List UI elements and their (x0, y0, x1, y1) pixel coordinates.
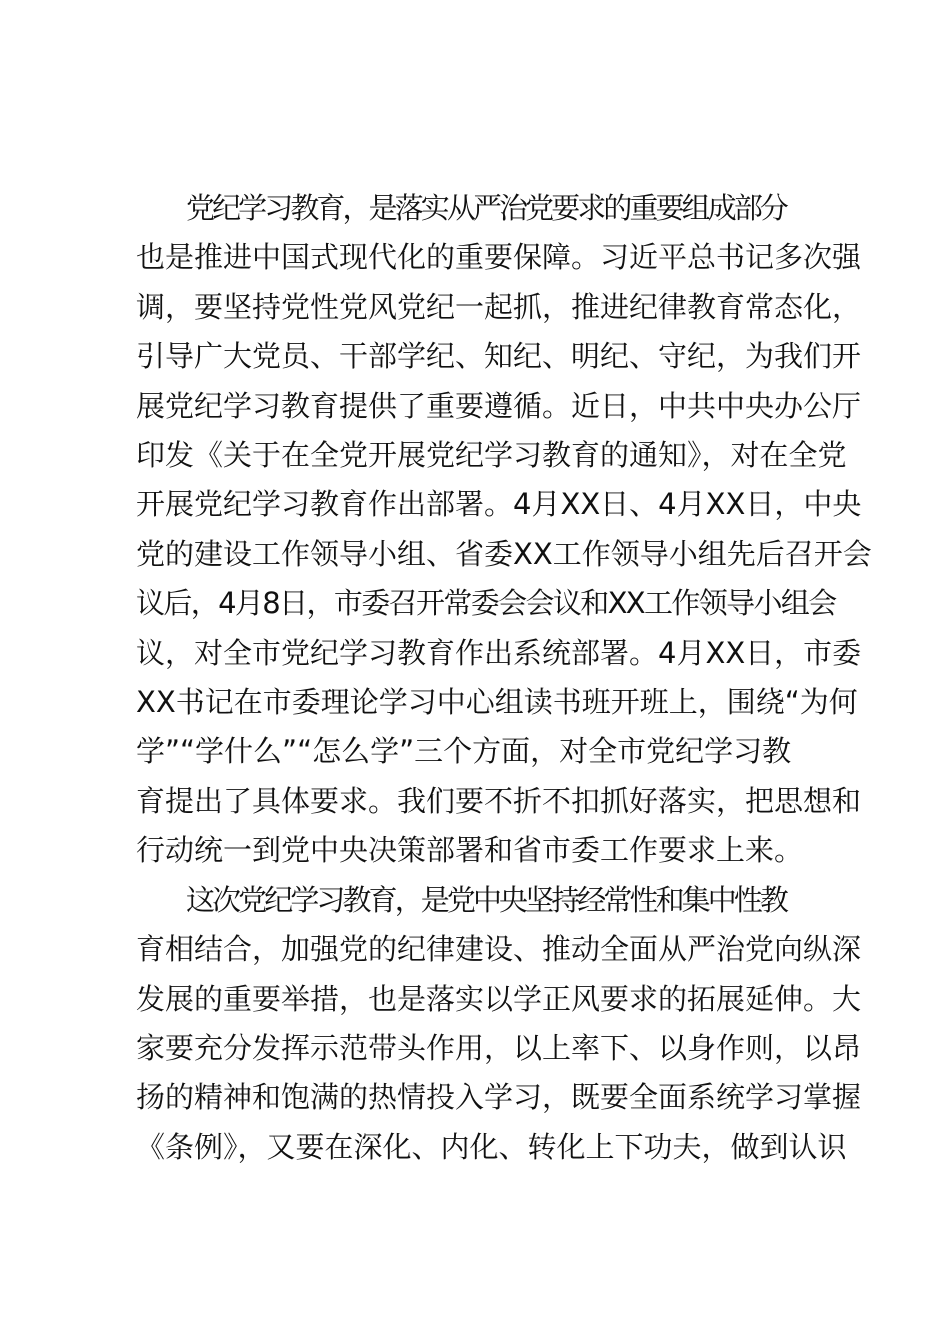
paragraph-1-line-3: 调，要坚持党性党风党纪一起抓，推进纪律教育常态化， (136, 289, 862, 324)
paragraph-1-line-13: 育提出了具体要求。我们要不折不扣抓好落实，把思想和 (136, 783, 862, 818)
paragraph-1-line-14: 行动统一到党中央决策部署和省市委工作要求上来。 (136, 833, 804, 868)
paragraph-2-line-6: 《条例》，又要在深化、内化、转化上下功夫，做到认识 (136, 1129, 847, 1164)
paragraph-1-line-8: 党的建设工作领导小组、省委XX工作领导小组先后召开会 (136, 536, 872, 571)
paragraph-1-line-7: 开展党纪学习教育作出部署。4月XX日、4月XX日，中央 (136, 487, 862, 522)
document-body (136, 184, 872, 1172)
paragraph-1-line-9: 议后，4月8日，市委召开常委会会议和XX工作领导小组会 (136, 586, 836, 621)
paragraph-2-line-3: 发展的重要举措，也是落实以学正风要求的拓展延伸。大 (136, 981, 862, 1016)
paragraph-2-line-1: 这次党纪学习教育，是党中央坚持经常性和集中性教 (186, 882, 787, 917)
paragraph-1-line-6: 印发《关于在全党开展党纪学习教育的通知》，对在全党 (136, 438, 847, 473)
paragraph-2-line-2: 育相结合，加强党的纪律建设、推动全面从严治党向纵深 (136, 932, 862, 967)
paragraph-1-line-11: XX书记在市委理论学习中心组读书班开班上，围绕“为何 (136, 685, 858, 720)
paragraph-1-line-5: 展党纪学习教育提供了重要遵循。近日，中共中央办公厅 (136, 388, 862, 423)
paragraph-1-line-1: 党纪学习教育，是落实从严治党要求的重要组成部分 (186, 191, 787, 225)
paragraph-1-line-4: 引导广大党员、干部学纪、知纪、明纪、守纪，为我们开 (136, 339, 862, 374)
paragraph-1-line-10: 议，对全市党纪学习教育作出系统部署。4月XX日，市委 (136, 635, 862, 670)
paragraph-1-line-12: 学”“学什么”“怎么学”三个方面，对全市党纪学习教 (136, 734, 792, 769)
paragraph-2-line-4: 家要充分发挥示范带头作用，以上率下、以身作则，以昂 (136, 1030, 862, 1065)
paragraph-2-line-5: 扬的精神和饱满的热情投入学习，既要全面系统学习掌握 (136, 1080, 862, 1115)
paragraph-2 (136, 876, 862, 1172)
paragraph-1 (136, 184, 872, 876)
paragraph-1-line-2: 也是推进中国式现代化的重要保障。习近平总书记多次强 (136, 240, 862, 275)
